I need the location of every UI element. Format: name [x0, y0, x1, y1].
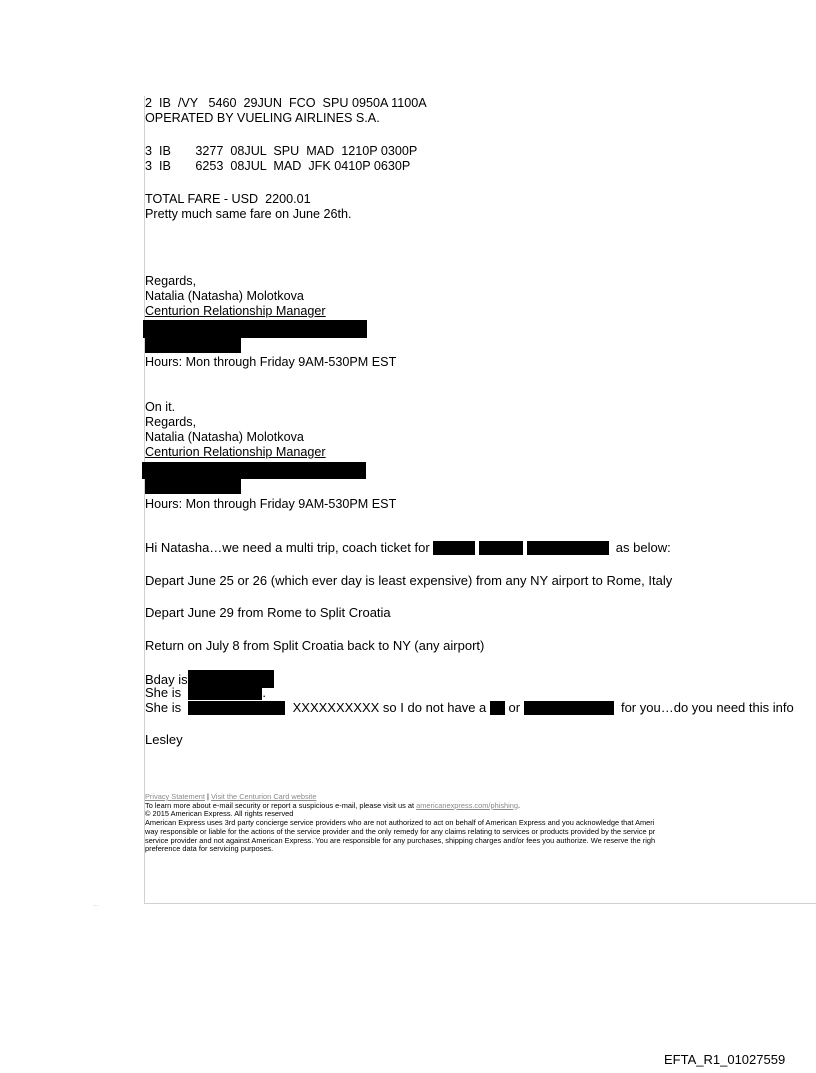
- itinerary-segment-3b: 3 IB 6253 08JUL MAD JFK 0410P 0630P: [145, 159, 411, 173]
- redaction-block: [145, 338, 241, 353]
- footer-separator: |: [204, 793, 212, 801]
- reply-hours: Hours: Mon through Friday 9AM-530PM EST: [145, 497, 397, 511]
- signature-title: Centurion Relationship Manager: [145, 304, 326, 318]
- reply-title: Centurion Relationship Manager: [145, 445, 326, 459]
- document-id: EFTA_R1_01027559: [664, 1052, 786, 1067]
- reply-on-it: On it.: [145, 400, 176, 414]
- request-depart-1: Depart June 25 or 26 (which ever day is least expensive) from any NY airport to Rome, Italy: [145, 573, 673, 588]
- request-depart-2: Depart June 29 from Rome to Split Croatia: [145, 605, 391, 620]
- request-bday: Bday is: [145, 670, 274, 688]
- itinerary-segment-3a: 3 IB 3277 08JUL SPU MAD 1210P 0300P: [145, 144, 418, 158]
- footer-disclaimer-2: way responsible or liable for the actions of the service provider and the only remedy for any claims relating to services or products provided by the service pr: [145, 826, 656, 836]
- redaction-block: [479, 541, 523, 555]
- total-fare: TOTAL FARE - USD 2200.01: [145, 192, 311, 206]
- redaction-block: [142, 462, 366, 479]
- redaction-block: [524, 701, 614, 715]
- signature-hours: Hours: Mon through Friday 9AM-530PM EST: [145, 355, 397, 369]
- request-return: Return on July 8 from Split Croatia back to NY (any airport): [145, 638, 485, 653]
- signature-name: Natalia (Natasha) Molotkova: [145, 289, 304, 303]
- reply-name: Natalia (Natasha) Molotkova: [145, 430, 304, 444]
- request-she-is-2: She is XXXXXXXXXX so I do not have a or for you…do you need this info: [145, 700, 794, 715]
- redaction-block: [433, 541, 475, 555]
- request-greeting: Hi Natasha…we need a multi trip, coach ticket for as below:: [145, 540, 671, 555]
- redaction-block: [143, 320, 367, 338]
- margin-mark: .....: [93, 902, 99, 907]
- centurion-website-link[interactable]: Visit the Centurion Card website: [211, 793, 317, 801]
- reply-regards: Regards,: [145, 415, 197, 429]
- privacy-statement-link[interactable]: Privacy Statement: [145, 793, 205, 801]
- footer-disclaimer-3: service provider and not against American Express. You are responsible for any purchases, shipping charges and/or fees you authorize. We reserve the righ: [145, 835, 656, 845]
- bottom-border: [144, 903, 816, 904]
- redaction-block: [188, 686, 262, 700]
- redaction-block: [490, 701, 505, 715]
- itinerary-segment-2: 2 IB /VY 5460 29JUN FCO SPU 0950A 1100A: [145, 96, 427, 110]
- signature-regards: Regards,: [145, 274, 197, 288]
- footer-disclaimer-4: preference data for servicing purposes.: [145, 844, 274, 854]
- redaction-block: [188, 701, 285, 715]
- footer-security-line: To learn more about e-mail security or report a suspicious e-mail, please visit us at americanexpress.com/phishing.: [145, 800, 521, 810]
- redaction-block: [145, 479, 241, 494]
- operated-by: OPERATED BY VUELING AIRLINES S.A.: [145, 111, 380, 125]
- fare-note: Pretty much same fare on June 26th.: [145, 207, 352, 221]
- email-footer: [145, 793, 816, 854]
- phishing-link[interactable]: americanexpress.com/phishing: [416, 800, 518, 810]
- footer-copyright: © 2015 American Express. All rights reserved: [145, 809, 294, 819]
- request-she-is-1: She is .: [145, 685, 266, 700]
- redaction-block: [527, 541, 609, 555]
- footer-disclaimer-1: American Express uses 3rd party concierge service providers who are not authorized to act on behalf of American Express and you acknowledge that Ameri: [145, 818, 655, 828]
- request-signoff: Lesley: [145, 732, 183, 747]
